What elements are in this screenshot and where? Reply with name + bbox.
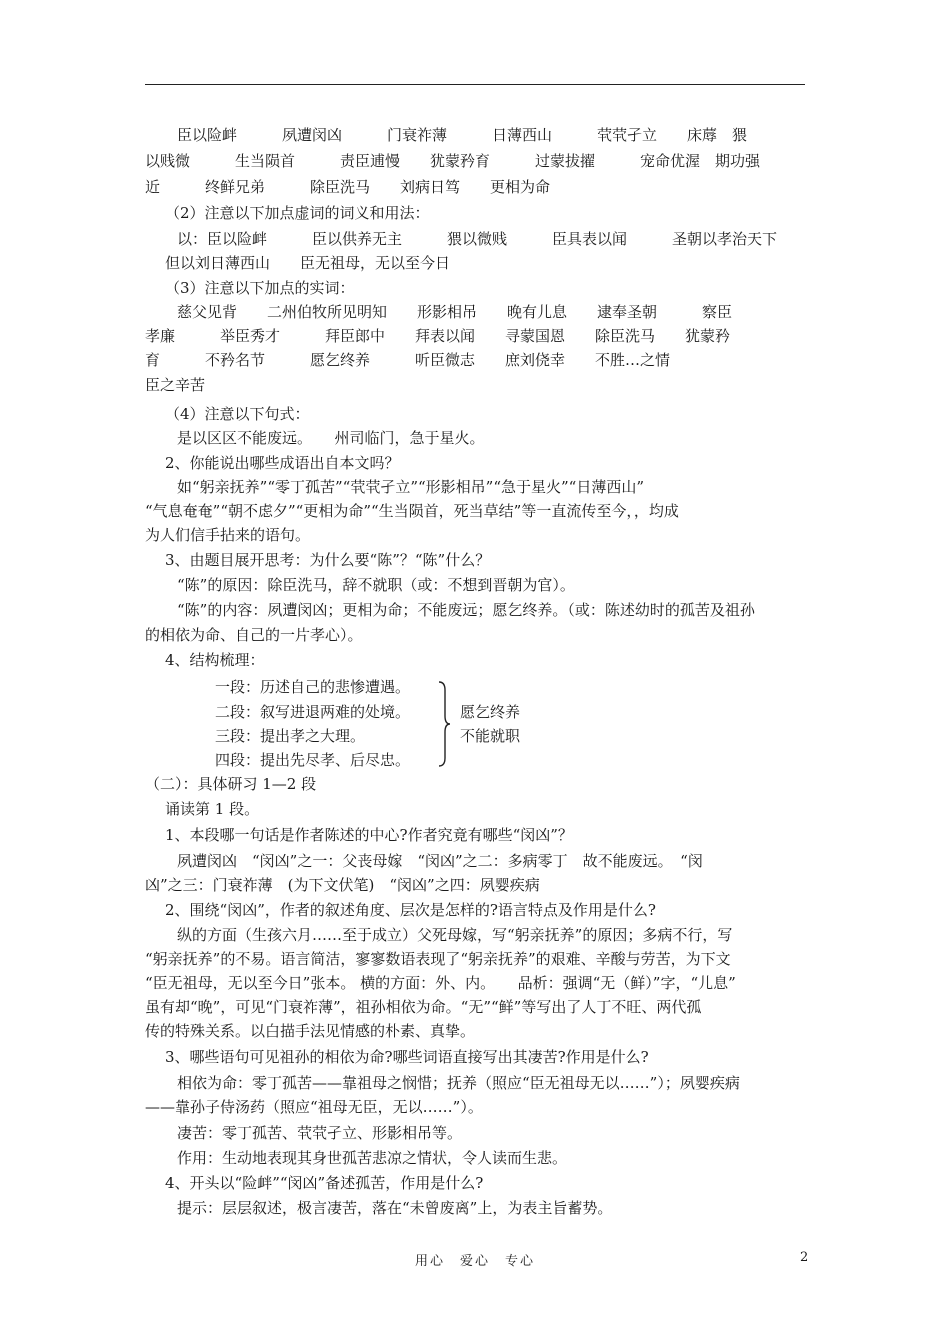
text-line: “陈”的内容：夙遭闵凶；更相为命；不能废远；愿乞终养。（或：陈述幼时的孤苦及祖孙 [177,601,755,619]
brace-icon [437,680,451,768]
text-line: “陈”的原因：除臣洗马，辞不就职（或：不想到晋朝为官）。 [177,576,575,594]
text-line: 育 不矜名节 愿乞终养 听臣微志 庶刘侥幸 不胜…之情 [145,351,671,369]
text-line: 作用：生动地表现其身世孤苦悲凉之情状，令人读而生悲。 [177,1149,568,1167]
text-line: 4、结构梳理： [165,651,265,669]
text-line: 3、由题目展开思考：为什么要“陈”？“陈”什么？ [165,551,491,569]
text-line: 以：臣以险衅 臣以供养无主 猥以微贱 臣具表以闻 圣朝以孝治天下 [177,230,778,248]
structure-item: 一段：历述自己的悲惨遭遇。 [215,678,411,696]
text-line: “臣无祖母，无以至今日”张本。 横的方面：外、内。 品析：强调“无（鲜）”字，“儿息” [145,974,736,992]
header-rule [145,84,805,85]
page-number: 2 [800,1250,809,1265]
text-line: 臣之辛苦 [145,376,206,394]
text-line: 4、开头以“险衅”“闵凶”备述孤苦，作用是什么? [165,1174,484,1192]
structure-item: 二段：叙写进退两难的处境。 [215,703,411,721]
text-line: 提示：层层叙述，极言凄苦，落在“未曾废离”上，为表主旨蓄势。 [177,1199,613,1217]
text-line: ——靠孙子侍汤药（照应“祖母无臣，无以……”）。 [145,1098,483,1116]
text-line: 但以刘日薄西山 臣无祖母，无以至今日 [165,254,451,272]
page-footer: 用心 爱心 专心 [414,1254,535,1269]
structure-item: 三段：提出孝之大理。 [215,727,366,745]
text-line: 以贱微 生当陨首 责臣逋慢 犹蒙矜育 过蒙拔擢 宠命优渥 期功强 [145,152,761,170]
structure-item: 四段：提出先尽孝、后尽忠。 [215,751,411,769]
structure-right-label: 愿乞终养 [460,703,521,721]
text-line: 纵的方面（生孩六月……至于成立）父死母嫁，写“躬亲抚养”的原因；多病不行，写 [177,926,733,944]
text-line: 孝廉 举臣秀才 拜臣郎中 拜表以闻 寻蒙国恩 除臣洗马 犹蒙矜 [145,327,731,345]
text-line: （4）注意以下句式： [165,405,310,423]
text-line: （3）注意以下加点的实词： [165,279,355,297]
text-line: 虽有却“晚”，可见“门衰祚薄”，祖孙相依为命。“无”“鲜”等写出了人丁不旺、两代孤 [145,998,702,1016]
text-line: 诵读第 1 段。 [165,800,260,818]
text-line: 相依为命：零丁孤苦——靠祖母之悯惜；抚养（照应“臣无祖母无以……”）；夙婴疾病 [177,1074,740,1092]
structure-right-label: 不能就职 [460,727,521,745]
text-line: 如“躬亲抚养”“零丁孤苦”“茕茕孑立”“形影相吊”“急于星火”“日薄西山” [177,478,645,496]
text-line: 为人们信手拈来的语句。 [145,526,311,544]
section-heading: （二）：具体研习 1—2 段 [145,775,317,793]
text-line: 凶”之三：门衰祚薄 (为下文伏笔) “闵凶”之四：夙婴疾病 [145,876,540,894]
text-line: 臣以险衅 夙遭闵凶 门衰祚薄 日薄西山 茕茕孑立 床蓐 猥 [177,126,748,144]
text-line: 2、围绕“闵凶”，作者的叙述角度、层次是怎样的?语言特点及作用是什么? [165,901,656,919]
text-line: 的相依为命、自己的一片孝心）。 [145,626,363,644]
text-line: “躬亲抚养”的不易。语言简洁，寥寥数语表现了“躬亲抚养”的艰难、辛酸与劳苦，为下文 [145,950,731,968]
text-line: “气息奄奄”“朝不虑夕”“更相为命”“生当陨首，死当草结”等一直流传至今，，均成 [145,502,679,520]
text-line: 夙遭闵凶 “闵凶”之一：父丧母嫁 “闵凶”之二：多病零丁 故不能废远。 “闵 [177,852,703,870]
text-line: 3、哪些语句可见祖孙的相依为命?哪些词语直接写出其凄苦?作用是什么? [165,1048,649,1066]
text-line: 凄苦：零丁孤苦、茕茕孑立、形影相吊等。 [177,1124,463,1142]
text-line: （2）注意以下加点虚词的词义和用法： [165,204,430,222]
text-line: 1、本段哪一句话是作者陈述的中心?作者究竟有哪些“闵凶”？ [165,826,573,844]
text-line: 2、你能说出哪些成语出自本文吗？ [165,454,400,472]
text-line: 近 终鲜兄弟 除臣洗马 刘病日笃 更相为命 [145,178,551,196]
text-line: 是以区区不能废远。 州司临门，急于星火。 [177,429,485,447]
text-line: 慈父见背 二州伯牧所见明知 形影相吊 晚有儿息 逮奉圣朝 察臣 [177,303,733,321]
text-line: 传的特殊关系。以白描手法见情感的朴素、真挚。 [145,1022,476,1040]
